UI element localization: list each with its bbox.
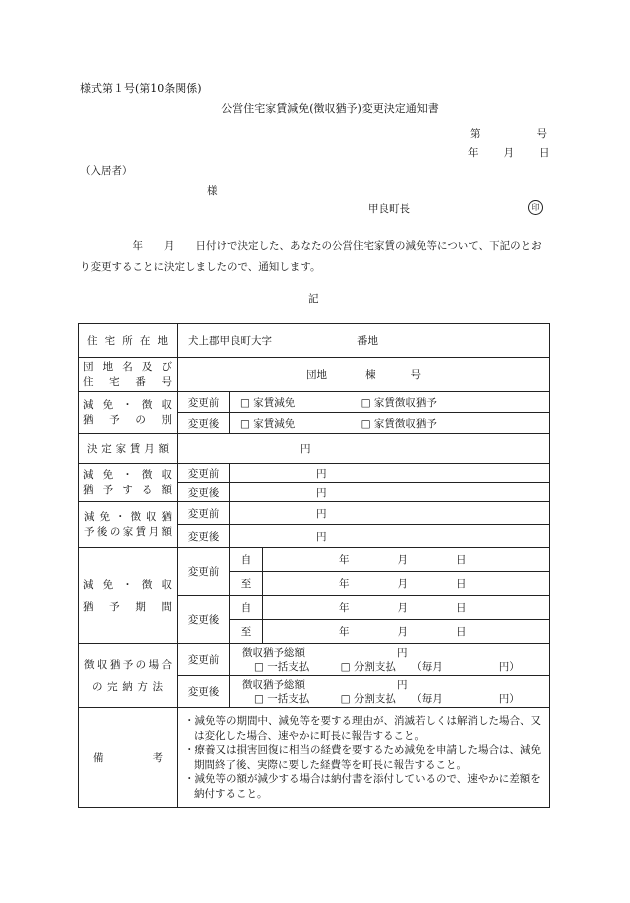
option-reduction-after: 家賃減免 xyxy=(253,417,296,430)
row-period-before-from xyxy=(79,548,550,572)
lump-before: 一括支払 xyxy=(267,660,310,673)
danchi-label-line2: 住宅番号 xyxy=(83,375,173,388)
checkbox-reduction-before[interactable]: □ xyxy=(240,396,250,409)
option-deferral-after: 家賃徴収猶予 xyxy=(373,417,437,430)
amount-before-value xyxy=(230,464,550,483)
after-rent-label-line1: 減免・徴収猶 xyxy=(84,510,172,523)
date-month: 月 xyxy=(503,147,514,159)
payment-before-total xyxy=(242,646,545,660)
period-after-from-year: 年 xyxy=(339,602,350,614)
amount-before-label: 変更前 xyxy=(178,464,230,483)
period-after-to-year: 年 xyxy=(339,626,350,638)
payment-label-line1: 徴収猶予の場合 xyxy=(84,658,172,671)
note-item: ・療養又は損害回復に相当の経費を要するため減免を申請した場合は、減免期間終了後、実際に要した経費等を町長に報告すること。 xyxy=(184,744,541,771)
period-after-from-date xyxy=(263,596,550,620)
period-label-line2: 猶予期間 xyxy=(83,600,173,613)
number-dai: 第 xyxy=(470,128,481,140)
payment-after-detail xyxy=(230,676,550,708)
after-rent-after-label: 変更後 xyxy=(178,525,230,548)
period-after-to-month: 月 xyxy=(397,626,408,638)
payment-before-total-yen: 円 xyxy=(397,646,408,659)
period-after-to-date xyxy=(263,620,550,644)
seal-stamp: 印 xyxy=(528,200,543,215)
per-month-close-before: 円） xyxy=(498,660,520,673)
checkbox-deferral-before[interactable]: □ xyxy=(360,396,371,409)
resident-label: （入居者） xyxy=(80,165,133,177)
danchi-name: 団地 xyxy=(306,369,327,381)
period-before-to-month: 月 xyxy=(397,578,408,590)
address-value xyxy=(178,324,550,358)
period-before-to-date xyxy=(263,572,550,596)
ki-heading: 記 xyxy=(308,293,319,305)
option-reduction-before: 家賃減免 xyxy=(253,396,296,409)
remarks-notes xyxy=(178,708,550,808)
period-before-to-year: 年 xyxy=(339,578,350,590)
remarks-label: 備考 xyxy=(79,708,178,808)
period-after-from-month: 月 xyxy=(397,602,408,614)
amount-before-yen: 円 xyxy=(316,467,327,480)
installment-after: 分割支払 xyxy=(353,692,396,705)
form-number: 様式第１号(第10条関係) xyxy=(80,82,202,95)
checkbox-installment-before[interactable]: □ xyxy=(340,660,351,673)
period-before-from-date xyxy=(263,548,550,572)
period-before-to-day: 日 xyxy=(456,578,467,590)
danchi-mune: 棟 xyxy=(365,369,376,381)
danchi-label xyxy=(79,358,178,392)
per-month-open-after: （毎月 xyxy=(411,692,443,705)
monthly-rent-label: 決定家賃月額 xyxy=(79,434,178,464)
period-before-from-year: 年 xyxy=(339,554,350,566)
checkbox-installment-after[interactable]: □ xyxy=(340,692,351,705)
payment-after-total-yen: 円 xyxy=(397,678,408,691)
address-prefix: 犬上郡甲良町大字 xyxy=(188,335,272,347)
row-monthly-rent xyxy=(79,434,550,464)
amount-label-line2: 猶予する額 xyxy=(83,483,173,496)
document-title: 公営住宅家賃減免(徴収猶予)変更決定通知書 xyxy=(221,102,439,115)
checkbox-reduction-after[interactable]: □ xyxy=(240,417,250,430)
after-rent-label xyxy=(79,502,178,548)
notice-body: 年 月 日付けで決定した、あなたの公営住宅家賃の減免等について、下記のとおり変更することに決定しましたので、通知します。 xyxy=(80,240,542,273)
danchi-label-line1: 団地名及び xyxy=(83,360,173,373)
after-rent-label-line2: 予後の家賃月額 xyxy=(84,525,172,538)
number-go: 号 xyxy=(536,128,547,140)
row-address xyxy=(79,324,550,358)
danchi-go: 号 xyxy=(410,369,421,381)
checkbox-lump-after[interactable]: □ xyxy=(254,692,264,705)
type-label xyxy=(79,392,178,434)
type-after-label: 変更後 xyxy=(178,413,230,434)
period-label-line1: 減免・徴収 xyxy=(83,578,173,591)
checkbox-deferral-after[interactable]: □ xyxy=(360,417,371,430)
lump-after: 一括支払 xyxy=(267,692,310,705)
danchi-value xyxy=(178,358,550,392)
note-item: ・減免等の額が減少する場合は納付書を添付しているので、速やかに差額を納付すること。 xyxy=(184,773,541,800)
after-rent-after-yen: 円 xyxy=(316,530,327,543)
period-after-label: 変更後 xyxy=(178,596,230,644)
period-after-from-day: 日 xyxy=(456,602,467,614)
row-amount-before xyxy=(79,464,550,483)
monthly-rent-yen: 円 xyxy=(300,443,311,455)
date-year: 年 xyxy=(468,147,479,159)
after-rent-after-value xyxy=(230,525,550,548)
amount-after-value xyxy=(230,483,550,502)
payment-label xyxy=(79,644,178,708)
period-before-from-label: 自 xyxy=(230,548,263,572)
payment-after-total xyxy=(242,678,545,692)
payment-after-method xyxy=(242,692,545,706)
period-label xyxy=(79,548,178,644)
amount-after-yen: 円 xyxy=(316,486,327,499)
payment-label-line2: の完納方法 xyxy=(92,680,164,693)
monthly-rent-value xyxy=(178,434,550,464)
row-type-before xyxy=(79,392,550,413)
row-after-rent-before xyxy=(79,502,550,525)
amount-label xyxy=(79,464,178,502)
issuer-mayor: 甲良町長 xyxy=(368,203,410,215)
honorific-sama: 様 xyxy=(207,185,218,197)
after-rent-before-value xyxy=(230,502,550,525)
amount-after-label: 変更後 xyxy=(178,483,230,502)
per-month-open-before: （毎月 xyxy=(411,660,443,673)
date-day: 日 xyxy=(539,147,550,159)
row-payment-before xyxy=(79,644,550,676)
type-before-label: 変更前 xyxy=(178,392,230,413)
option-deferral-before: 家賃徴収猶予 xyxy=(373,396,437,409)
type-label-line1: 減免・徴収 xyxy=(83,398,173,411)
per-month-close-after: 円） xyxy=(498,692,520,705)
change-details-table xyxy=(78,323,550,808)
address-banchi: 番地 xyxy=(357,335,378,347)
payment-before-label: 変更前 xyxy=(178,644,230,676)
payment-after-total-label: 徴収猶予総額 xyxy=(242,678,305,691)
address-label: 住宅所在地 xyxy=(79,324,178,358)
checkbox-lump-before[interactable]: □ xyxy=(254,660,264,673)
period-after-from-label: 自 xyxy=(230,596,263,620)
payment-after-label: 変更後 xyxy=(178,676,230,708)
type-after-options xyxy=(230,413,550,434)
document-number xyxy=(470,126,547,141)
after-rent-before-label: 変更前 xyxy=(178,502,230,525)
amount-label-line1: 減免・徴収 xyxy=(83,468,173,481)
note-item: ・減免等の期間中、減免等を要する理由が、消滅若しくは解消した場合、又は変化した場合、速やかに町長に報告すること。 xyxy=(184,715,541,742)
payment-before-detail xyxy=(230,644,550,676)
payment-before-method xyxy=(242,660,545,674)
type-label-line2: 猶予の別 xyxy=(83,413,173,426)
period-after-to-day: 日 xyxy=(456,626,467,638)
period-after-to-label: 至 xyxy=(230,620,263,644)
period-before-to-label: 至 xyxy=(230,572,263,596)
installment-before: 分割支払 xyxy=(353,660,396,673)
period-before-from-day: 日 xyxy=(456,554,467,566)
period-before-label: 変更前 xyxy=(178,548,230,596)
row-danchi xyxy=(79,358,550,392)
type-before-options xyxy=(230,392,550,413)
after-rent-before-yen: 円 xyxy=(316,507,327,520)
payment-before-total-label: 徴収猶予総額 xyxy=(242,646,305,659)
period-before-from-month: 月 xyxy=(397,554,408,566)
issue-date xyxy=(468,145,550,160)
row-remarks xyxy=(79,708,550,808)
